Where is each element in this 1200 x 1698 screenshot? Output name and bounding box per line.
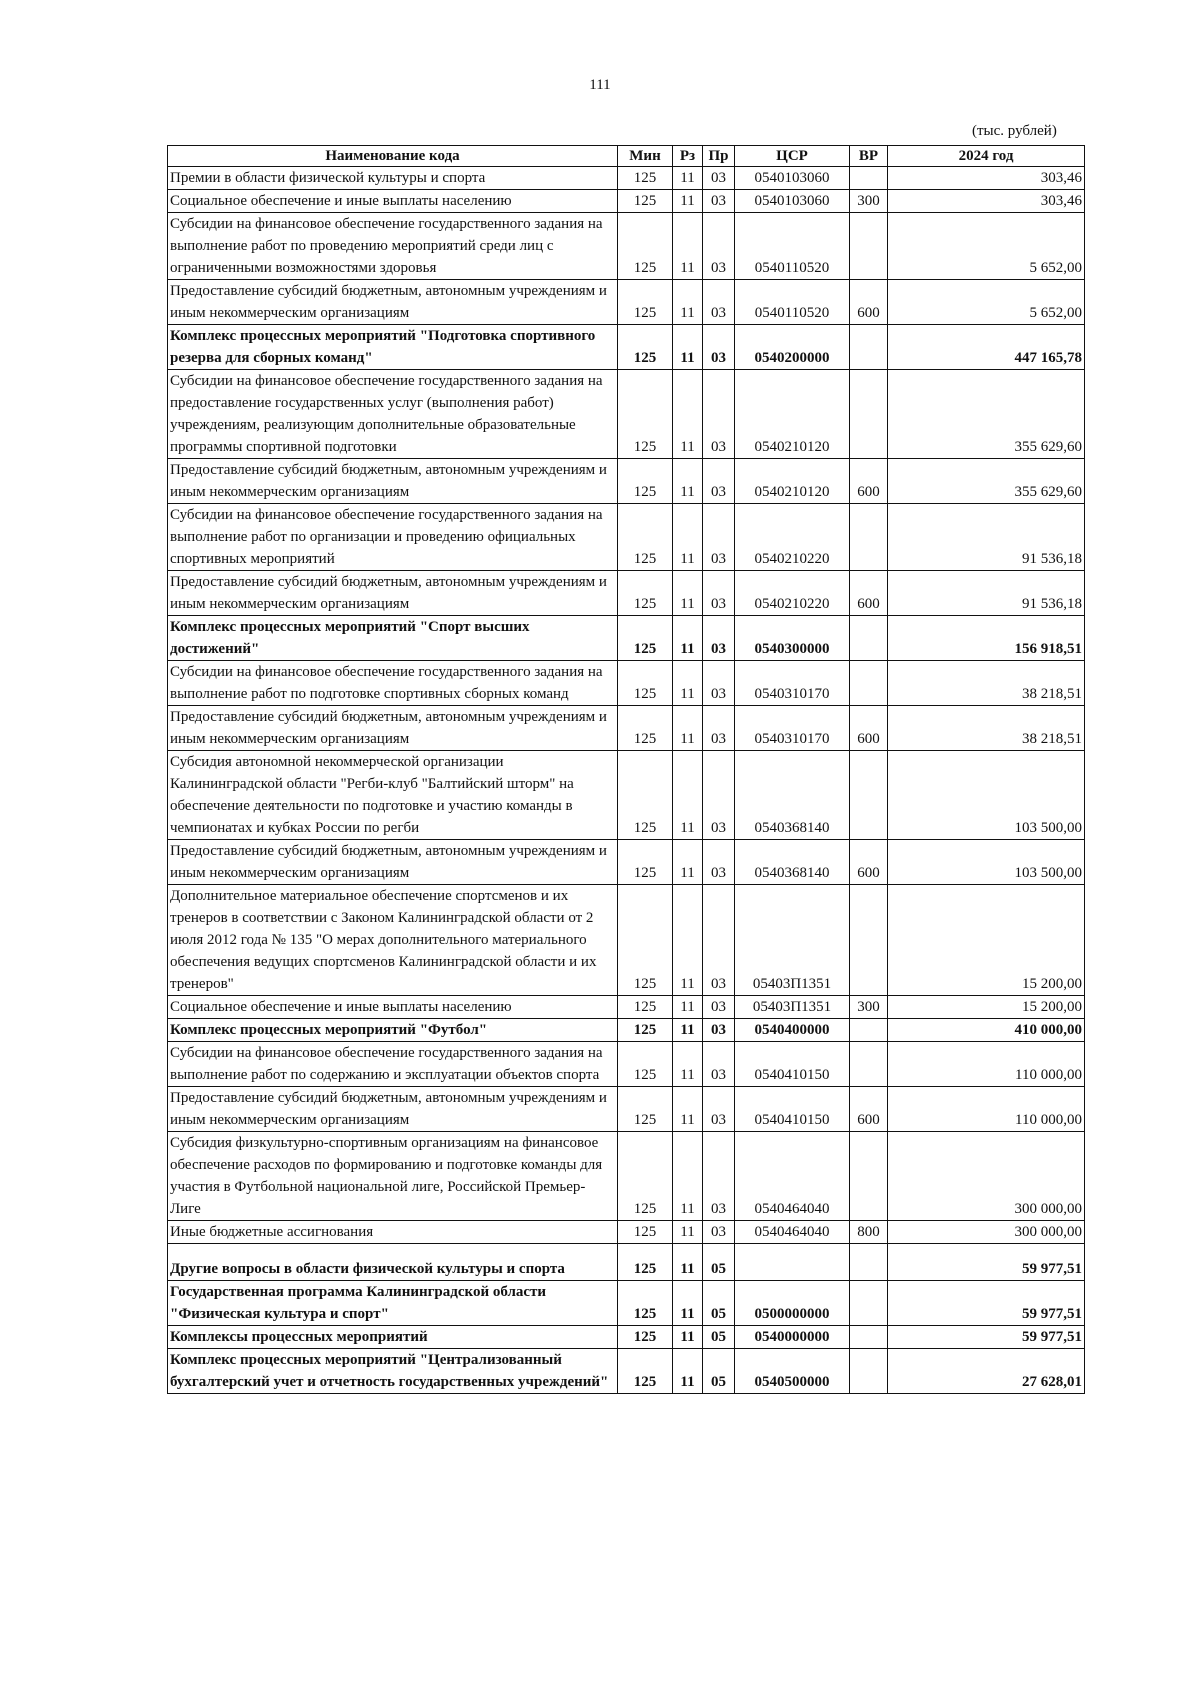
row-min-cell: 125 xyxy=(618,1349,673,1394)
table-row xyxy=(168,1281,1085,1326)
row-vr-cell xyxy=(850,167,888,190)
row-name-cell: Иные бюджетные ассигнования xyxy=(168,1221,618,1244)
page-number: 111 xyxy=(589,77,611,93)
table-row xyxy=(168,571,1085,616)
row-amount-cell: 447 165,78 xyxy=(888,325,1085,370)
header-amount: 2024 год xyxy=(888,146,1085,167)
row-amount-cell: 59 977,51 xyxy=(888,1281,1085,1326)
row-name-cell: Комплекс процессных мероприятий "Спорт высших достижений" xyxy=(168,616,618,661)
row-min-cell: 125 xyxy=(618,1132,673,1221)
row-pr-cell: 03 xyxy=(703,840,735,885)
row-amount-cell: 303,46 xyxy=(888,167,1085,190)
row-min-cell: 125 xyxy=(618,459,673,504)
row-rz-cell: 11 xyxy=(673,1087,703,1132)
row-amount-cell: 303,46 xyxy=(888,190,1085,213)
row-amount-cell: 410 000,00 xyxy=(888,1019,1085,1042)
row-pr-cell: 03 xyxy=(703,706,735,751)
table-row xyxy=(168,280,1085,325)
row-vr-cell xyxy=(850,213,888,280)
row-amount-cell: 15 200,00 xyxy=(888,996,1085,1019)
row-amount-cell: 300 000,00 xyxy=(888,1132,1085,1221)
row-rz-cell: 11 xyxy=(673,706,703,751)
row-pr-cell: 03 xyxy=(703,885,735,996)
row-rz-cell: 11 xyxy=(673,459,703,504)
table-row xyxy=(168,1221,1085,1244)
row-csr-cell: 0500000000 xyxy=(735,1281,850,1326)
row-vr-cell: 600 xyxy=(850,459,888,504)
row-pr-cell: 03 xyxy=(703,280,735,325)
row-min-cell: 125 xyxy=(618,1281,673,1326)
header-rz: Рз xyxy=(673,146,703,167)
row-min-cell: 125 xyxy=(618,190,673,213)
row-min-cell: 125 xyxy=(618,616,673,661)
table-row xyxy=(168,751,1085,840)
row-pr-cell: 05 xyxy=(703,1349,735,1394)
row-csr-cell: 0540300000 xyxy=(735,616,850,661)
row-amount-cell: 91 536,18 xyxy=(888,571,1085,616)
row-min-cell: 125 xyxy=(618,751,673,840)
row-csr-cell: 0540110520 xyxy=(735,213,850,280)
table-row xyxy=(168,1019,1085,1042)
row-rz-cell: 11 xyxy=(673,1132,703,1221)
row-pr-cell: 05 xyxy=(703,1244,735,1281)
row-csr-cell: 0540110520 xyxy=(735,280,850,325)
row-vr-cell: 300 xyxy=(850,190,888,213)
table-row xyxy=(168,213,1085,280)
row-rz-cell: 11 xyxy=(673,213,703,280)
row-min-cell: 125 xyxy=(618,325,673,370)
row-min-cell: 125 xyxy=(618,1042,673,1087)
table-row xyxy=(168,1244,1085,1281)
row-amount-cell: 355 629,60 xyxy=(888,459,1085,504)
row-rz-cell: 11 xyxy=(673,840,703,885)
row-pr-cell: 03 xyxy=(703,661,735,706)
row-name-cell: Субсидии на финансовое обеспечение государственного задания на выполнение работ по содержанию и эксплуатации объектов спорта xyxy=(168,1042,618,1087)
table-row xyxy=(168,504,1085,571)
row-csr-cell: 0540210220 xyxy=(735,571,850,616)
row-rz-cell: 11 xyxy=(673,996,703,1019)
table-row xyxy=(168,616,1085,661)
row-csr-cell: 0540410150 xyxy=(735,1087,850,1132)
row-pr-cell: 03 xyxy=(703,370,735,459)
row-name-cell: Субсидия физкультурно-спортивным организациям на финансовое обеспечение расходов по формированию и подготовке команды для участия в Футбольной национальной лиге, Российской Премьер-Лиге xyxy=(168,1132,618,1221)
row-pr-cell: 03 xyxy=(703,190,735,213)
row-amount-cell: 5 652,00 xyxy=(888,213,1085,280)
row-amount-cell: 355 629,60 xyxy=(888,370,1085,459)
row-csr-cell: 0540368140 xyxy=(735,751,850,840)
row-csr-cell xyxy=(735,1244,850,1281)
table-row xyxy=(168,459,1085,504)
table-row xyxy=(168,996,1085,1019)
row-vr-cell: 600 xyxy=(850,1087,888,1132)
row-rz-cell: 11 xyxy=(673,1042,703,1087)
row-rz-cell: 11 xyxy=(673,571,703,616)
row-rz-cell: 11 xyxy=(673,167,703,190)
row-pr-cell: 03 xyxy=(703,1221,735,1244)
row-csr-cell: 0540410150 xyxy=(735,1042,850,1087)
row-pr-cell: 03 xyxy=(703,1019,735,1042)
row-name-cell: Комплекс процессных мероприятий "Футбол" xyxy=(168,1019,618,1042)
row-rz-cell: 11 xyxy=(673,190,703,213)
row-name-cell: Предоставление субсидий бюджетным, автономным учреждениям и иным некоммерческим организациям xyxy=(168,706,618,751)
row-pr-cell: 03 xyxy=(703,504,735,571)
table-header-row xyxy=(168,146,1085,167)
row-min-cell: 125 xyxy=(618,996,673,1019)
row-rz-cell: 11 xyxy=(673,616,703,661)
budget-table xyxy=(167,145,1085,1394)
row-rz-cell: 11 xyxy=(673,751,703,840)
row-name-cell: Комплекс процессных мероприятий "Централизованный бухгалтерский учет и отчетность государственных учреждений" xyxy=(168,1349,618,1394)
row-pr-cell: 03 xyxy=(703,751,735,840)
header-csr: ЦСР xyxy=(735,146,850,167)
row-vr-cell xyxy=(850,661,888,706)
row-rz-cell: 11 xyxy=(673,280,703,325)
row-min-cell: 125 xyxy=(618,571,673,616)
row-csr-cell: 0540103060 xyxy=(735,167,850,190)
table-row xyxy=(168,1326,1085,1349)
row-rz-cell: 11 xyxy=(673,1244,703,1281)
row-min-cell: 125 xyxy=(618,280,673,325)
row-csr-cell: 0540310170 xyxy=(735,706,850,751)
row-vr-cell: 600 xyxy=(850,571,888,616)
row-csr-cell: 0540210220 xyxy=(735,504,850,571)
row-min-cell: 125 xyxy=(618,661,673,706)
row-name-cell: Субсидия автономной некоммерческой организации Калининградской области "Регби-клуб "Балтийский шторм" на обеспечение деятельности по подготовке и участию команды в чемпионатах и кубках России по регби xyxy=(168,751,618,840)
row-vr-cell xyxy=(850,885,888,996)
row-name-cell: Субсидии на финансовое обеспечение государственного задания на выполнение работ по организации и проведению официальных спортивных мероприятий xyxy=(168,504,618,571)
row-pr-cell: 05 xyxy=(703,1326,735,1349)
row-amount-cell: 91 536,18 xyxy=(888,504,1085,571)
row-rz-cell: 11 xyxy=(673,325,703,370)
row-pr-cell: 03 xyxy=(703,325,735,370)
row-vr-cell xyxy=(850,751,888,840)
row-vr-cell xyxy=(850,325,888,370)
row-csr-cell: 0540400000 xyxy=(735,1019,850,1042)
row-pr-cell: 03 xyxy=(703,167,735,190)
row-min-cell: 125 xyxy=(618,370,673,459)
row-vr-cell xyxy=(850,1019,888,1042)
row-amount-cell: 5 652,00 xyxy=(888,280,1085,325)
row-min-cell: 125 xyxy=(618,840,673,885)
row-vr-cell: 600 xyxy=(850,706,888,751)
row-name-cell: Субсидии на финансовое обеспечение государственного задания на выполнение работ по подготовке спортивных сборных команд xyxy=(168,661,618,706)
row-name-cell: Предоставление субсидий бюджетным, автономным учреждениям и иным некоммерческим организациям xyxy=(168,1087,618,1132)
table-row xyxy=(168,370,1085,459)
table-body xyxy=(168,167,1085,1394)
row-csr-cell: 0540368140 xyxy=(735,840,850,885)
header-min: Мин xyxy=(618,146,673,167)
row-amount-cell: 59 977,51 xyxy=(888,1326,1085,1349)
row-rz-cell: 11 xyxy=(673,370,703,459)
row-csr-cell: 0540200000 xyxy=(735,325,850,370)
table-row xyxy=(168,325,1085,370)
row-name-cell: Предоставление субсидий бюджетным, автономным учреждениям и иным некоммерческим организациям xyxy=(168,571,618,616)
row-amount-cell: 27 628,01 xyxy=(888,1349,1085,1394)
row-amount-cell: 103 500,00 xyxy=(888,751,1085,840)
row-name-cell: Другие вопросы в области физической культуры и спорта xyxy=(168,1244,618,1281)
row-rz-cell: 11 xyxy=(673,885,703,996)
row-vr-cell: 600 xyxy=(850,840,888,885)
row-csr-cell: 0540464040 xyxy=(735,1221,850,1244)
row-rz-cell: 11 xyxy=(673,1349,703,1394)
row-name-cell: Предоставление субсидий бюджетным, автономным учреждениям и иным некоммерческим организациям xyxy=(168,459,618,504)
row-name-cell: Субсидии на финансовое обеспечение государственного задания на предоставление государственных услуг (выполнения работ) учреждениям, реализующим дополнительные образовательные программы спортивной подготовки xyxy=(168,370,618,459)
row-name-cell: Дополнительное материальное обеспечение спортсменов и их тренеров в соответствии с Законом Калининградской области от 2 июля 2012 года № 135 "О мерах дополнительного материального обеспечения ведущих спортсменов Калининградской области и их тренеров" xyxy=(168,885,618,996)
row-amount-cell: 110 000,00 xyxy=(888,1087,1085,1132)
row-amount-cell: 38 218,51 xyxy=(888,661,1085,706)
row-csr-cell: 05403П1351 xyxy=(735,885,850,996)
row-vr-cell xyxy=(850,1042,888,1087)
row-csr-cell: 05403П1351 xyxy=(735,996,850,1019)
row-amount-cell: 59 977,51 xyxy=(888,1244,1085,1281)
header-pr: Пр xyxy=(703,146,735,167)
row-vr-cell xyxy=(850,1349,888,1394)
units-label: (тыс. рублей) xyxy=(972,123,1057,139)
row-amount-cell: 38 218,51 xyxy=(888,706,1085,751)
row-vr-cell: 300 xyxy=(850,996,888,1019)
row-vr-cell: 800 xyxy=(850,1221,888,1244)
row-name-cell: Субсидии на финансовое обеспечение государственного задания на выполнение работ по проведению мероприятий среди лиц с ограниченными возможностями здоровья xyxy=(168,213,618,280)
table-row xyxy=(168,1087,1085,1132)
row-vr-cell xyxy=(850,1244,888,1281)
table-row xyxy=(168,1042,1085,1087)
row-vr-cell xyxy=(850,1281,888,1326)
row-pr-cell: 03 xyxy=(703,996,735,1019)
row-pr-cell: 03 xyxy=(703,1087,735,1132)
row-min-cell: 125 xyxy=(618,706,673,751)
table-row xyxy=(168,190,1085,213)
row-vr-cell xyxy=(850,1132,888,1221)
row-min-cell: 125 xyxy=(618,1221,673,1244)
row-amount-cell: 110 000,00 xyxy=(888,1042,1085,1087)
row-name-cell: Комплексы процессных мероприятий xyxy=(168,1326,618,1349)
row-name-cell: Социальное обеспечение и иные выплаты населению xyxy=(168,190,618,213)
row-min-cell: 125 xyxy=(618,1019,673,1042)
table-row xyxy=(168,1349,1085,1394)
row-min-cell: 125 xyxy=(618,1244,673,1281)
row-csr-cell: 0540464040 xyxy=(735,1132,850,1221)
row-rz-cell: 11 xyxy=(673,1019,703,1042)
header-vr: ВР xyxy=(850,146,888,167)
row-amount-cell: 15 200,00 xyxy=(888,885,1085,996)
row-name-cell: Социальное обеспечение и иные выплаты населению xyxy=(168,996,618,1019)
row-vr-cell xyxy=(850,370,888,459)
row-pr-cell: 05 xyxy=(703,1281,735,1326)
row-min-cell: 125 xyxy=(618,213,673,280)
row-name-cell: Комплекс процессных мероприятий "Подготовка спортивного резерва для сборных команд" xyxy=(168,325,618,370)
row-rz-cell: 11 xyxy=(673,1326,703,1349)
row-vr-cell: 600 xyxy=(850,280,888,325)
row-csr-cell: 0540310170 xyxy=(735,661,850,706)
row-vr-cell xyxy=(850,616,888,661)
row-amount-cell: 103 500,00 xyxy=(888,840,1085,885)
row-amount-cell: 300 000,00 xyxy=(888,1221,1085,1244)
row-rz-cell: 11 xyxy=(673,661,703,706)
row-vr-cell xyxy=(850,1326,888,1349)
row-amount-cell: 156 918,51 xyxy=(888,616,1085,661)
table-row xyxy=(168,167,1085,190)
row-pr-cell: 03 xyxy=(703,213,735,280)
row-pr-cell: 03 xyxy=(703,459,735,504)
table-row xyxy=(168,840,1085,885)
row-pr-cell: 03 xyxy=(703,616,735,661)
row-min-cell: 125 xyxy=(618,885,673,996)
row-name-cell: Предоставление субсидий бюджетным, автономным учреждениям и иным некоммерческим организациям xyxy=(168,280,618,325)
row-rz-cell: 11 xyxy=(673,504,703,571)
table-row xyxy=(168,706,1085,751)
header-name: Наименование кода xyxy=(168,146,618,167)
table-row xyxy=(168,661,1085,706)
row-min-cell: 125 xyxy=(618,504,673,571)
row-pr-cell: 03 xyxy=(703,1132,735,1221)
table-row xyxy=(168,885,1085,996)
row-vr-cell xyxy=(850,504,888,571)
row-csr-cell: 0540500000 xyxy=(735,1349,850,1394)
row-csr-cell: 0540210120 xyxy=(735,459,850,504)
row-min-cell: 125 xyxy=(618,167,673,190)
row-name-cell: Премии в области физической культуры и спорта xyxy=(168,167,618,190)
row-min-cell: 125 xyxy=(618,1326,673,1349)
row-min-cell: 125 xyxy=(618,1087,673,1132)
row-csr-cell: 0540103060 xyxy=(735,190,850,213)
row-rz-cell: 11 xyxy=(673,1281,703,1326)
row-csr-cell: 0540000000 xyxy=(735,1326,850,1349)
row-rz-cell: 11 xyxy=(673,1221,703,1244)
row-name-cell: Государственная программа Калининградской области "Физическая культура и спорт" xyxy=(168,1281,618,1326)
row-pr-cell: 03 xyxy=(703,1042,735,1087)
table-row xyxy=(168,1132,1085,1221)
row-csr-cell: 0540210120 xyxy=(735,370,850,459)
row-name-cell: Предоставление субсидий бюджетным, автономным учреждениям и иным некоммерческим организациям xyxy=(168,840,618,885)
row-pr-cell: 03 xyxy=(703,571,735,616)
